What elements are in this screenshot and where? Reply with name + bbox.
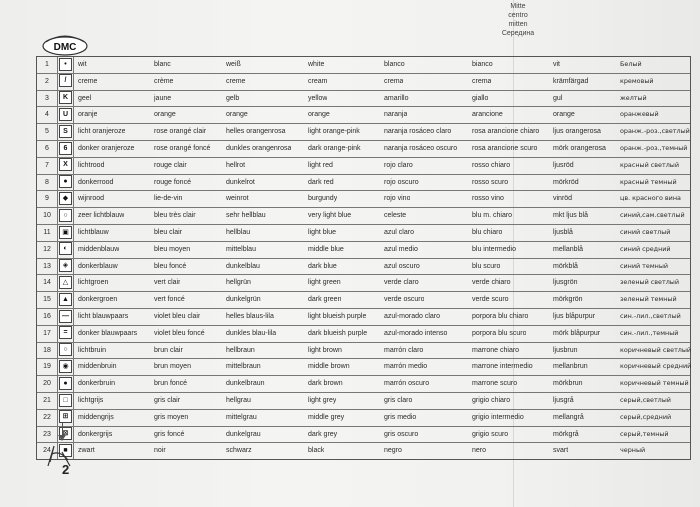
cell-german: mittelbraun <box>226 363 261 371</box>
row-number: 2 <box>37 74 58 90</box>
row-symbol <box>58 91 74 107</box>
cell-spanish: verde claro <box>384 279 419 287</box>
cell-english: light brown <box>308 346 342 354</box>
row-symbol <box>58 57 74 73</box>
table-body <box>36 56 691 460</box>
cell-french: violet bleu foncé <box>154 329 205 337</box>
cell-russian: син.-лил.,светлый <box>620 311 681 320</box>
cell-french: noir <box>154 447 166 455</box>
cell-italian: rosso vino <box>472 195 504 203</box>
cell-german: hellgrün <box>226 279 251 287</box>
row-symbol <box>58 242 74 258</box>
row-number: 12 <box>37 242 58 258</box>
stitch-symbol-icon: S <box>59 125 72 138</box>
table-row <box>37 443 690 459</box>
cell-swedish: mellanblå <box>553 245 583 253</box>
cell-swedish: ljusgrön <box>553 279 578 287</box>
cell-spanish: marrón claro <box>384 346 424 354</box>
table-row <box>37 309 690 326</box>
cell-dutch: donker oranjeroze <box>78 144 135 152</box>
cell-swedish: ljusröd <box>553 161 574 169</box>
cell-russian: желтый <box>620 93 647 102</box>
cell-english: middle blue <box>308 245 344 253</box>
stitch-symbol-icon: X <box>59 158 72 171</box>
cell-german: mittelblau <box>226 245 256 253</box>
cell-swedish: mörkblå <box>553 262 578 270</box>
cell-italian: marrone intermedio <box>472 363 533 371</box>
cell-spanish: rojo vino <box>384 195 411 203</box>
cell-german: dunkles blau-lila <box>226 329 277 337</box>
cell-dutch: donkerblauw <box>78 262 118 270</box>
stitch-symbol-icon: ⊠ <box>59 427 72 440</box>
table-row <box>37 191 690 208</box>
cell-english: dark red <box>308 178 334 186</box>
cell-russian: серый,светлый <box>620 395 671 404</box>
row-symbol <box>58 208 74 224</box>
cell-spanish: verde oscuro <box>384 296 425 304</box>
cell-dutch: lichtgrijs <box>78 396 104 404</box>
stitch-symbol-icon: △ <box>59 276 72 289</box>
table-row <box>37 292 690 309</box>
cell-english: black <box>308 447 325 455</box>
cell-russian: цв. красного вина <box>620 194 681 203</box>
color-table <box>36 56 692 460</box>
stitch-symbol-icon: ◈ <box>59 259 72 272</box>
cell-russian: зеленый темный <box>620 295 677 304</box>
cell-english: dark blue <box>308 262 337 270</box>
cell-spanish: azul-morado intenso <box>384 329 448 337</box>
cell-english: light orange-pink <box>308 128 360 136</box>
table-row <box>37 124 690 141</box>
cell-dutch: donkergroen <box>78 296 118 304</box>
cell-english: yellow <box>308 94 328 102</box>
row-symbol <box>58 343 74 359</box>
cell-italian: rosso scuro <box>472 178 509 186</box>
cell-german: dunkelblau <box>226 262 260 270</box>
cell-english: dark brown <box>308 380 343 388</box>
cell-spanish: marrón oscuro <box>384 380 430 388</box>
row-number: 1 <box>37 57 58 73</box>
row-number: 22 <box>37 410 58 426</box>
stitch-symbol-icon: ▲ <box>59 293 72 306</box>
row-number: 23 <box>37 427 58 443</box>
cell-spanish: rojo oscuro <box>384 178 419 186</box>
cell-german: helles orangenrosa <box>226 128 286 136</box>
stitch-symbol-icon: ◉ <box>59 360 72 373</box>
row-number: 7 <box>37 158 58 174</box>
cell-german: dunkelrot <box>226 178 255 186</box>
row-number: 9 <box>37 191 58 207</box>
stitch-symbol-icon: 6 <box>59 142 72 155</box>
cell-italian: arancione <box>472 111 503 119</box>
cell-spanish: gris oscuro <box>384 430 419 438</box>
cell-swedish: mörkgrå <box>553 430 579 438</box>
cell-swedish: mellangrå <box>553 413 584 421</box>
row-number: 17 <box>37 326 58 342</box>
cell-spanish: celeste <box>384 212 407 220</box>
cell-french: bleu moyen <box>154 245 191 253</box>
row-symbol <box>58 275 74 291</box>
cell-swedish: mellanbrun <box>553 363 588 371</box>
row-number: 10 <box>37 208 58 224</box>
cell-english: very light blue <box>308 212 352 220</box>
row-symbol <box>58 292 74 308</box>
row-symbol <box>58 191 74 207</box>
row-symbol <box>58 158 74 174</box>
cell-spanish: negro <box>384 447 402 455</box>
page-number: 2 <box>62 462 70 477</box>
cell-italian: porpora blu chiaro <box>472 312 529 320</box>
cell-german: orange <box>226 111 248 119</box>
cell-italian: grigio chiaro <box>472 396 511 404</box>
cell-italian: nero <box>472 447 487 455</box>
cell-russian: синий,сам.светлый <box>620 211 685 220</box>
cell-german: dunkelgrau <box>226 430 261 438</box>
row-symbol <box>58 326 74 342</box>
cell-spanish: azul-morado claro <box>384 312 441 320</box>
table-row <box>37 427 690 444</box>
cell-french: gris foncé <box>154 430 185 438</box>
cell-dutch: donkerbruin <box>78 380 115 388</box>
cell-english: middle brown <box>308 363 350 371</box>
cell-spanish: rojo claro <box>384 161 413 169</box>
table-row <box>37 91 690 108</box>
row-number: 6 <box>37 141 58 157</box>
cell-italian: grigio scuro <box>472 430 509 438</box>
center-label-line: Mitte <box>510 3 526 10</box>
cell-italian: rosso chiaro <box>472 161 511 169</box>
table-row <box>37 225 690 242</box>
stitch-symbol-icon: K <box>59 91 72 104</box>
cell-spanish: gris claro <box>384 396 413 404</box>
cell-french: bleu très clair <box>154 212 196 220</box>
row-symbol <box>58 225 74 241</box>
cell-english: light green <box>308 279 341 287</box>
table-row <box>37 74 690 91</box>
cell-dutch: licht oranjeroze <box>78 128 126 136</box>
cell-dutch: middengrijs <box>78 413 114 421</box>
cell-english: white <box>308 61 325 68</box>
stitch-symbol-icon: ■ <box>59 444 72 457</box>
cell-french: gris clair <box>154 396 181 404</box>
table-row <box>37 175 690 192</box>
cell-swedish: vinröd <box>553 195 573 203</box>
cell-swedish: mörkbrun <box>553 380 583 388</box>
cell-swedish: gul <box>553 94 563 102</box>
cell-spanish: blanco <box>384 61 405 68</box>
center-label-line: centro <box>508 12 528 19</box>
cell-swedish: mörk blåpurpur <box>553 329 601 337</box>
cell-swedish: mörk orangerosa <box>553 144 606 152</box>
row-number: 3 <box>37 91 58 107</box>
cell-dutch: wit <box>78 61 87 68</box>
table-row <box>37 326 690 343</box>
cell-russian: коричневый средний <box>620 362 692 371</box>
center-label-line: mitten <box>508 21 528 28</box>
row-symbol <box>58 309 74 325</box>
stitch-symbol-icon: ⊞ <box>59 410 72 423</box>
table-row <box>37 393 690 410</box>
table-row <box>37 158 690 175</box>
cell-german: weinrot <box>226 195 249 203</box>
table-row <box>37 359 690 376</box>
cell-italian: grigio intermedio <box>472 413 524 421</box>
stitch-symbol-icon: ◐ <box>59 242 72 255</box>
row-number: 11 <box>37 225 58 241</box>
table-row <box>37 410 690 427</box>
cell-german: creme <box>226 77 246 85</box>
cell-russian: серый,средний <box>620 412 672 421</box>
cell-russian: оранж.-роз.,темный <box>620 143 688 152</box>
cell-english: light grey <box>308 396 337 404</box>
cell-swedish: svart <box>553 447 569 455</box>
row-number: 14 <box>37 275 58 291</box>
cell-french: brun moyen <box>154 363 191 371</box>
cell-dutch: lichtrood <box>78 161 105 169</box>
row-symbol <box>58 359 74 375</box>
stitch-symbol-icon: — <box>59 310 72 323</box>
cell-swedish: orange <box>553 111 575 119</box>
cell-spanish: azul medio <box>384 245 418 253</box>
cell-french: brun foncé <box>154 380 188 388</box>
cell-swedish: ljusblå <box>553 228 573 236</box>
center-label-line: Середина <box>501 30 535 37</box>
cell-spanish: azul oscuro <box>384 262 420 270</box>
cell-dutch: licht blauwpaars <box>78 312 129 320</box>
cell-swedish: ljusbrun <box>553 346 578 354</box>
stitch-symbol-icon: □ <box>59 394 72 407</box>
table-row <box>37 259 690 276</box>
cell-russian: Белый <box>620 60 642 68</box>
cell-swedish: mörkröd <box>553 178 579 186</box>
row-symbol <box>58 107 74 123</box>
row-symbol <box>58 376 74 392</box>
cell-dutch: zwart <box>78 447 95 455</box>
cell-russian: синий светлый <box>620 227 671 236</box>
cell-spanish: azul claro <box>384 228 414 236</box>
stitch-symbol-icon: ● <box>59 377 72 390</box>
cell-russian: кремовый <box>620 76 654 85</box>
cell-russian: син.-лил.,темный <box>620 328 679 337</box>
cell-russian: красный темный <box>620 177 677 186</box>
cell-english: light blueish purple <box>308 312 367 320</box>
row-number: 20 <box>37 376 58 392</box>
cell-swedish: krämfärgad <box>553 77 589 85</box>
stitch-symbol-icon: ○ <box>59 209 72 222</box>
row-symbol <box>58 141 74 157</box>
cell-italian: blu scuro <box>472 262 501 270</box>
row-number: 13 <box>37 259 58 275</box>
stitch-symbol-icon: ● <box>59 175 72 188</box>
cell-french: crème <box>154 77 174 85</box>
cell-spanish: naranja rosáceo claro <box>384 128 452 136</box>
cell-french: orange <box>154 111 176 119</box>
cell-russian: оранжевый <box>620 110 659 119</box>
cell-french: rose orangé foncé <box>154 144 211 152</box>
row-symbol <box>58 410 74 426</box>
cell-swedish: mörkgrön <box>553 296 583 304</box>
cell-english: dark orange-pink <box>308 144 361 152</box>
cell-french: bleu clair <box>154 228 183 236</box>
cell-swedish: ljusgrå <box>553 396 574 404</box>
cell-french: bleu foncé <box>154 262 187 270</box>
cell-dutch: oranje <box>78 111 98 119</box>
cell-dutch: lichtbruin <box>78 346 107 354</box>
row-symbol <box>58 74 74 90</box>
cell-italian: rosa arancione scuro <box>472 144 538 152</box>
cell-dutch: wijnrood <box>78 195 105 203</box>
cell-german: mittelgrau <box>226 413 257 421</box>
row-number: 21 <box>37 393 58 409</box>
cell-german: weiß <box>226 61 241 68</box>
cell-italian: giallo <box>472 94 489 102</box>
cell-english: middle grey <box>308 413 345 421</box>
cell-swedish: mkt ljus blå <box>553 212 589 220</box>
stitch-symbol-icon: U <box>59 108 72 121</box>
stitch-symbol-icon: / <box>59 74 72 87</box>
cell-english: dark blueish purple <box>308 329 368 337</box>
cell-italian: bianco <box>472 61 493 68</box>
cell-italian: marrone scuro <box>472 380 518 388</box>
cell-german: dunkelgrün <box>226 296 261 304</box>
cell-english: burgundy <box>308 195 338 203</box>
cell-german: hellbraun <box>226 346 255 354</box>
cell-spanish: naranja <box>384 111 408 119</box>
cell-spanish: gris medio <box>384 413 417 421</box>
cell-french: brun clair <box>154 346 183 354</box>
cell-english: light red <box>308 161 333 169</box>
cell-dutch: donker blauwpaars <box>78 329 138 337</box>
cell-german: schwarz <box>226 447 252 455</box>
cell-spanish: naranja rosáceo oscuro <box>384 144 458 152</box>
cell-italian: blu chiaro <box>472 228 503 236</box>
cell-italian: porpora blu scuro <box>472 329 527 337</box>
row-symbol <box>58 175 74 191</box>
cell-russian: оранж.-роз.,светлый <box>620 127 690 136</box>
cell-french: violet bleu clair <box>154 312 201 320</box>
cell-spanish: marrón medio <box>384 363 428 371</box>
cell-dutch: zeer lichtblauw <box>78 212 125 220</box>
stitch-symbol-icon: ◆ <box>59 192 72 205</box>
logo-text: DMC <box>53 42 77 53</box>
row-number: 19 <box>37 359 58 375</box>
cell-swedish: vit <box>553 61 560 68</box>
cell-russian: коричневый темный <box>620 379 689 388</box>
cell-german: sehr hellblau <box>226 212 266 220</box>
cell-german: hellrot <box>226 161 246 169</box>
cell-english: dark grey <box>308 430 338 438</box>
table-row <box>37 275 690 292</box>
cell-french: gris moyen <box>154 413 189 421</box>
table-row <box>37 343 690 360</box>
cell-french: rose orangé clair <box>154 128 207 136</box>
table-row <box>37 107 690 124</box>
cell-german: dunkles orangenrosa <box>226 144 292 152</box>
cell-english: dark green <box>308 296 342 304</box>
cell-dutch: middenblauw <box>78 245 120 253</box>
table-row <box>37 242 690 259</box>
cell-dutch: donkergrijs <box>78 430 113 438</box>
cell-english: cream <box>308 77 328 85</box>
table-row <box>37 57 690 74</box>
cell-italian: rosa arancione chiaro <box>472 128 540 136</box>
stitch-symbol-icon: = <box>59 326 72 339</box>
cell-german: helles blaus-lila <box>226 312 274 320</box>
stitch-symbol-icon: • <box>59 58 72 71</box>
cell-russian: красный светлый <box>620 160 679 169</box>
cell-dutch: creme <box>78 77 98 85</box>
row-symbol <box>58 259 74 275</box>
cell-russian: черный <box>620 446 646 455</box>
cell-french: jaune <box>154 94 172 102</box>
cell-dutch: lichtgroen <box>78 279 109 287</box>
cell-italian: verde scuro <box>472 296 509 304</box>
stitch-symbol-icon: ▣ <box>59 226 72 239</box>
cell-dutch: donkerrood <box>78 178 114 186</box>
cell-french: rouge clair <box>154 161 187 169</box>
cell-spanish: amarillo <box>384 94 409 102</box>
table-row <box>37 376 690 393</box>
cell-italian: marrone chiaro <box>472 346 520 354</box>
cell-swedish: ljus orangerosa <box>553 128 601 136</box>
cell-spanish: crema <box>384 77 404 85</box>
cell-french: vert clair <box>154 279 181 287</box>
cell-italian: crema <box>472 77 492 85</box>
dmc-logo <box>40 32 90 56</box>
cell-russian: синий средний <box>620 244 671 253</box>
cell-russian: серый,темный <box>620 429 669 438</box>
cell-italian: blu intermedio <box>472 245 516 253</box>
cell-french: vert foncé <box>154 296 185 304</box>
row-number: 5 <box>37 124 58 140</box>
cell-english: orange <box>308 111 330 119</box>
cell-italian: blu m. chiaro <box>472 212 513 220</box>
table-row <box>37 141 690 158</box>
row-number: 24 <box>37 443 58 459</box>
cell-french: rouge foncé <box>154 178 191 186</box>
table-row <box>37 208 690 225</box>
cell-german: hellblau <box>226 228 251 236</box>
row-number: 16 <box>37 309 58 325</box>
stitch-symbol-icon: ○ <box>59 343 72 356</box>
cell-dutch: lichtblauw <box>78 228 109 236</box>
row-number: 8 <box>37 175 58 191</box>
row-symbol <box>58 124 74 140</box>
cell-french: lie-de-vin <box>154 195 183 203</box>
cell-russian: коричневый светлый <box>620 345 692 354</box>
cell-german: dunkelbraun <box>226 380 265 388</box>
row-number: 4 <box>37 107 58 123</box>
cell-german: gelb <box>226 94 240 102</box>
cell-russian: зеленый светлый <box>620 278 679 287</box>
cell-russian: синий темный <box>620 261 669 270</box>
row-symbol <box>58 393 74 409</box>
cell-dutch: geel <box>78 94 92 102</box>
row-number: 18 <box>37 343 58 359</box>
cell-english: light blue <box>308 228 337 236</box>
cell-dutch: middenbruin <box>78 363 117 371</box>
cell-french: blanc <box>154 61 171 68</box>
cell-german: hellgrau <box>226 396 251 404</box>
cell-italian: verde chiaro <box>472 279 511 287</box>
row-number: 15 <box>37 292 58 308</box>
cell-swedish: ljus blåpurpur <box>553 312 596 320</box>
